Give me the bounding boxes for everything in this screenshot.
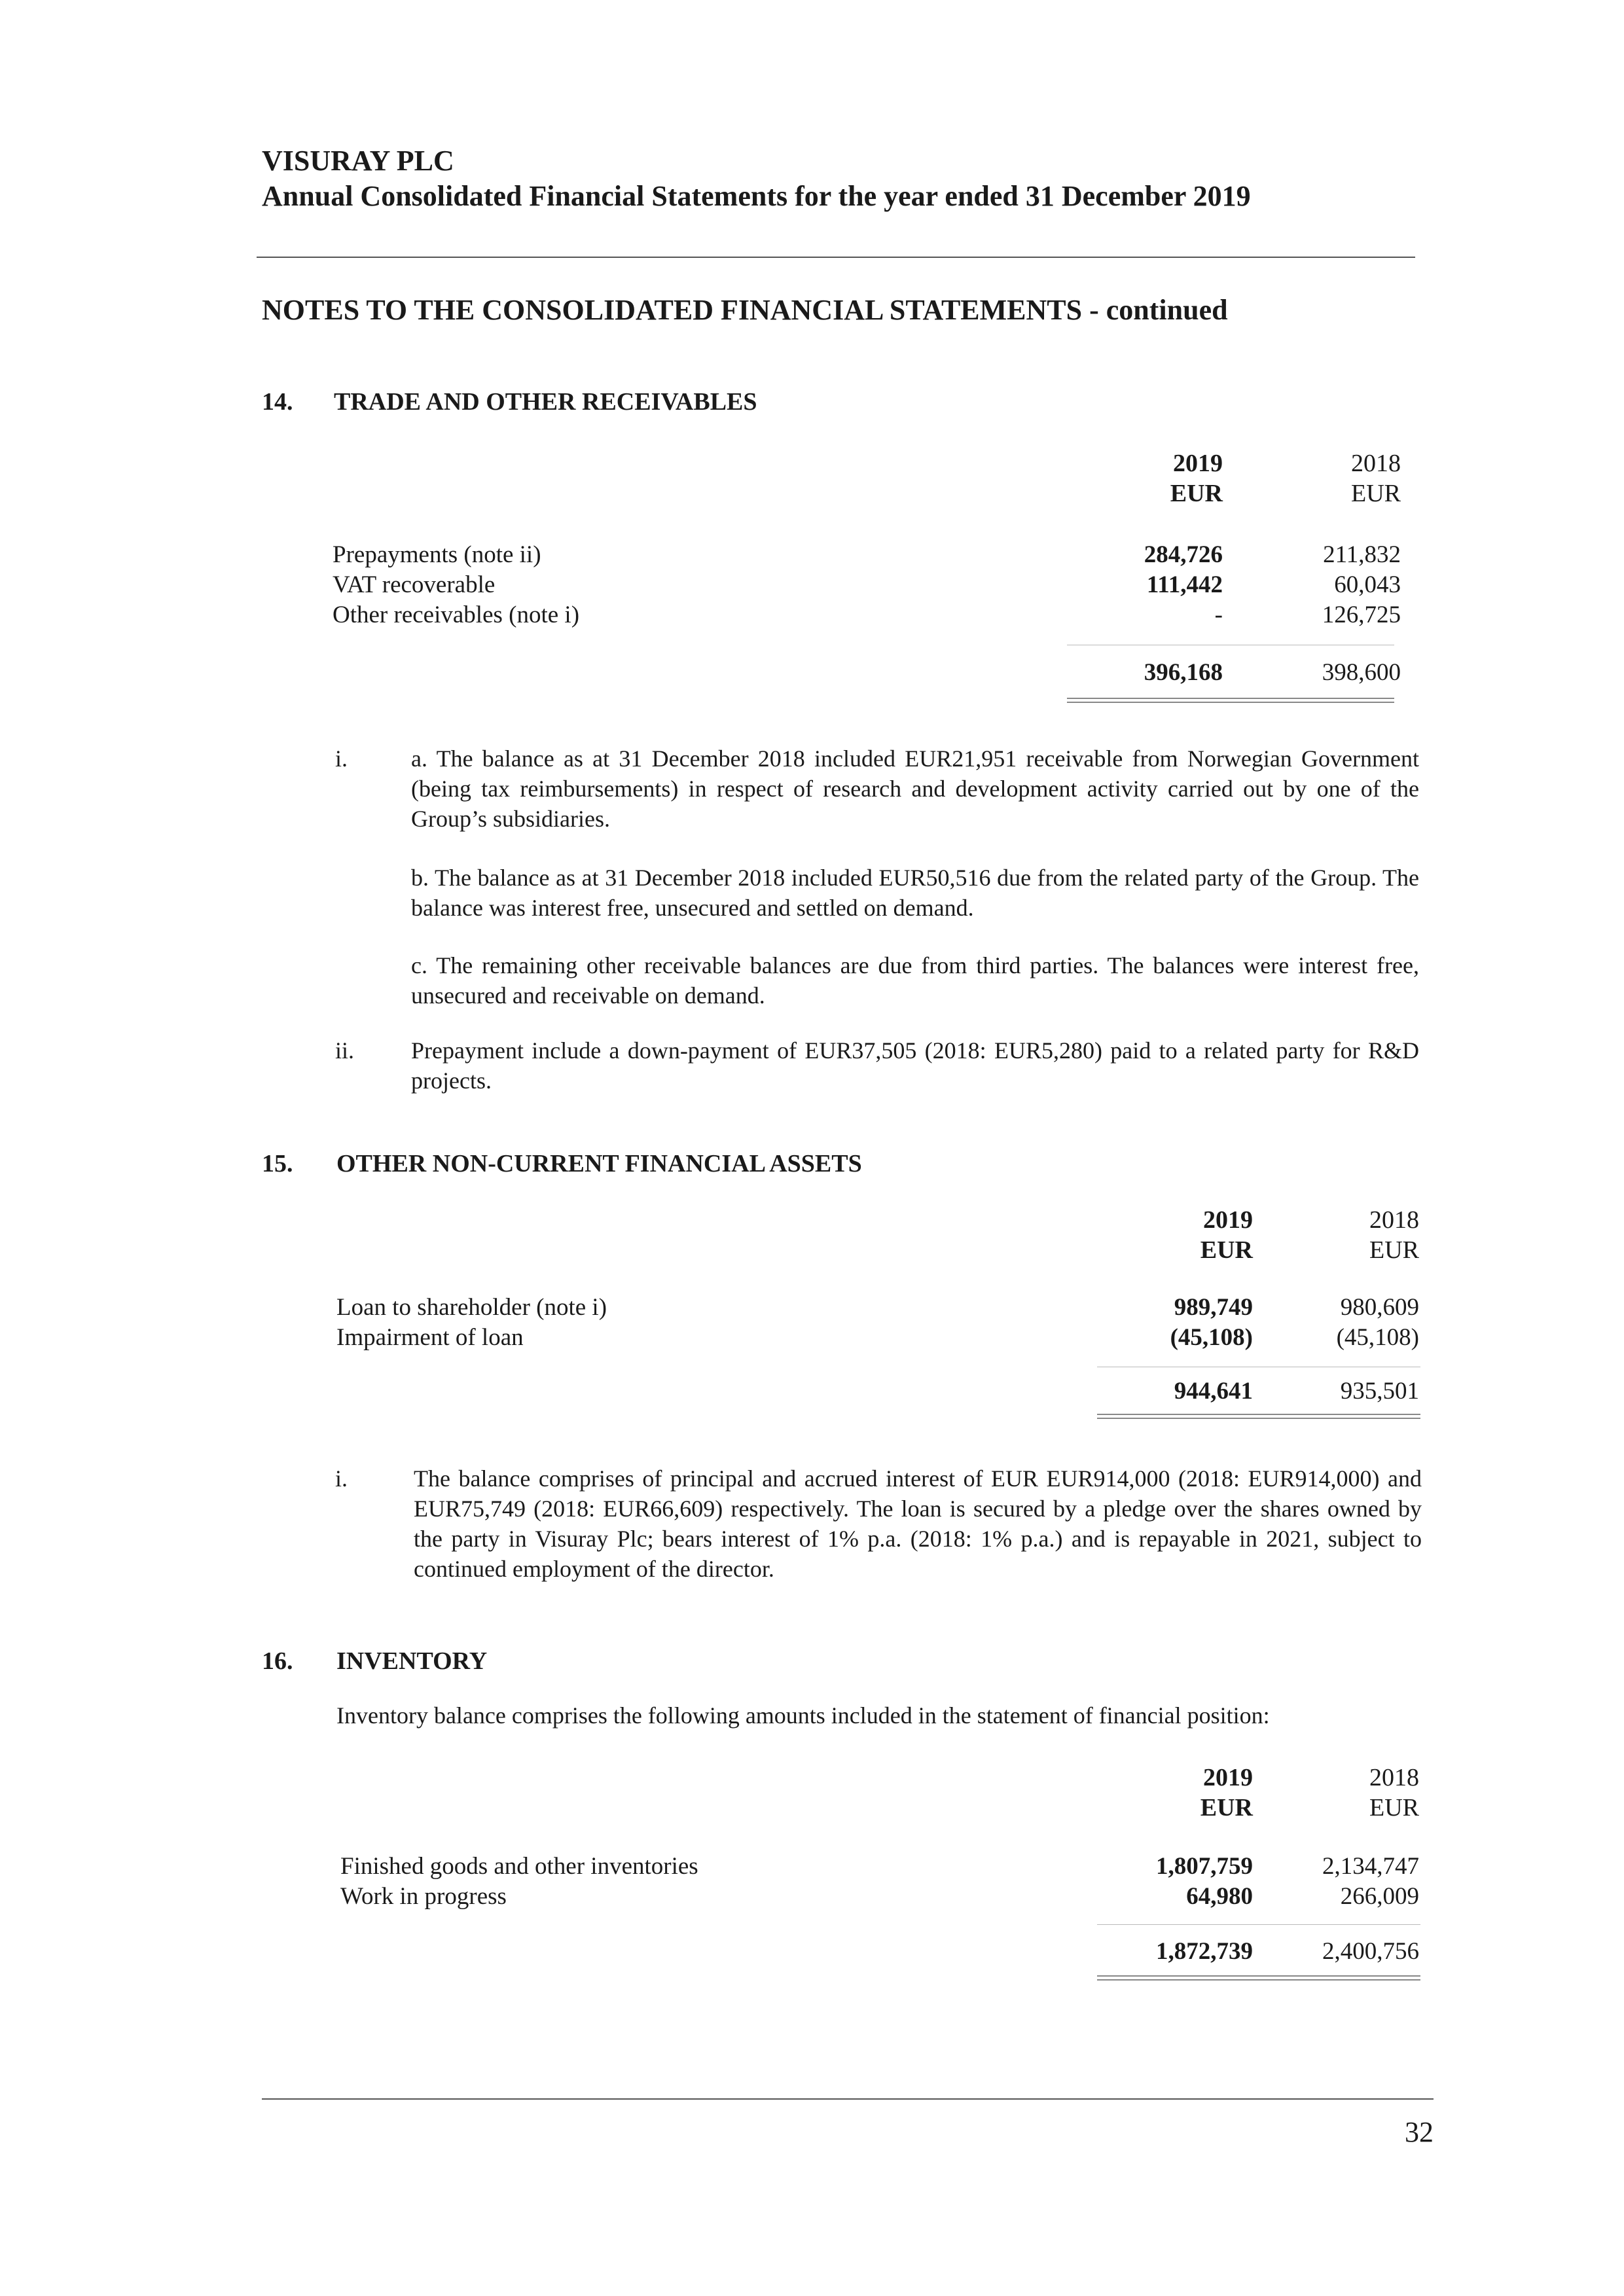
s14-note-i-c: c. The remaining other receivable balances are due from third parties. The balances were interest free, unsecured and receivable on demand. [411,952,1419,1009]
section-14-title: TRADE AND OTHER RECEIVABLES [334,388,757,416]
s14-row-value-2018: 60,043 [1334,571,1401,598]
s16-row-value-2018: 2,134,747 [1322,1853,1419,1880]
footer-divider [262,2098,1434,2100]
s16-intro: Inventory balance comprises the following amounts included in the statement of financial position: [336,1702,1270,1729]
s16-row-value-2019: 1,807,759 [1156,1853,1253,1880]
s15-row-value-2019: (45,108) [1170,1324,1253,1351]
s15-col-2018-year: 2018 [1369,1206,1419,1234]
s16-row-value-2019: 64,980 [1186,1883,1253,1910]
s14-total-double-line [1067,698,1394,703]
s16-total-double-line [1097,1975,1420,1981]
page-number: 32 [1405,2116,1434,2148]
s14-note-ii-marker: ii. [335,1037,355,1064]
s14-note-i-b: b. The balance as at 31 December 2018 included EUR50,516 due from the related party of the Group. The balance was interest free, unsecured and settled on demand. [411,865,1419,921]
s15-row-value-2019: 989,749 [1174,1294,1253,1321]
s15-note-i: The balance comprises of principal and accrued interest of EUR EUR914,000 (2018: EUR914,000) and EUR75,749 (2018: EUR66,609) respectively. The loan is secured by a pledge over the shares owned by the party in Visuray Plc; bears interest of 1% p.a. (2018: 1% p.a.) and is repayable in 2021, subject to continued employment of the director. [414,1465,1422,1582]
s14-total-2018: 398,600 [1322,659,1401,686]
s16-total-2019: 1,872,739 [1156,1938,1253,1965]
s14-col-2019-year: 2019 [1173,450,1223,477]
s15-total-2018: 935,501 [1340,1378,1419,1405]
s16-subtotal-line [1097,1924,1420,1925]
s16-row-label: Finished goods and other inventories [340,1853,698,1880]
notes-title: NOTES TO THE CONSOLIDATED FINANCIAL STATEMENTS - continued [262,294,1228,326]
s16-col-2018-currency: EUR [1369,1794,1419,1821]
s15-col-2018-currency: EUR [1369,1236,1419,1264]
s14-total-2019: 396,168 [1144,659,1223,686]
s14-col-2018-year: 2018 [1351,450,1401,477]
s14-row-value-2019: 111,442 [1146,571,1223,598]
s16-row-label: Work in progress [340,1883,507,1910]
s14-note-i-marker: i. [335,745,348,772]
header-divider [257,257,1415,258]
s14-note-i-a: a. The balance as at 31 December 2018 included EUR21,951 receivable from Norwegian Government (being tax reimbursements) in respect of research and development activity carried out by one of the Group’s subsidiaries. [411,745,1419,832]
section-16-title: INVENTORY [336,1647,488,1675]
s14-row-label: Prepayments (note ii) [333,541,541,568]
s14-row-value-2018: 126,725 [1322,601,1401,628]
s15-note-i-marker: i. [335,1465,348,1492]
section-15-title: OTHER NON-CURRENT FINANCIAL ASSETS [336,1150,862,1177]
s15-row-label: Impairment of loan [336,1324,524,1351]
s15-col-2019-year: 2019 [1203,1206,1253,1234]
s15-row-value-2018: 980,609 [1340,1294,1419,1321]
s15-total-2019: 944,641 [1174,1378,1253,1405]
s14-row-value-2019: 284,726 [1144,541,1223,568]
s16-total-2018: 2,400,756 [1322,1938,1419,1965]
s14-row-value-2019: - [1214,601,1223,628]
section-15-number: 15. [262,1150,293,1177]
s16-col-2019-currency: EUR [1200,1794,1253,1821]
document-subtitle: Annual Consolidated Financial Statements for the year ended 31 December 2019 [262,180,1251,212]
s14-col-2019-currency: EUR [1170,480,1223,507]
s15-col-2019-currency: EUR [1200,1236,1253,1264]
s15-row-label: Loan to shareholder (note i) [336,1294,607,1321]
s16-col-2018-year: 2018 [1369,1764,1419,1791]
s16-col-2019-year: 2019 [1203,1764,1253,1791]
s14-row-value-2018: 211,832 [1323,541,1401,568]
section-14-number: 14. [262,388,293,416]
s15-total-double-line [1097,1414,1420,1419]
s16-row-value-2018: 266,009 [1340,1883,1419,1910]
s15-row-value-2018: (45,108) [1336,1324,1419,1351]
s14-col-2018-currency: EUR [1351,480,1401,507]
company-name: VISURAY PLC [262,145,454,177]
section-16-number: 16. [262,1647,293,1675]
s14-note-ii: Prepayment include a down-payment of EUR37,505 (2018: EUR5,280) paid to a related party for R&D projects. [411,1037,1419,1094]
s14-row-label: VAT recoverable [333,571,496,598]
s14-row-label: Other receivables (note i) [333,601,580,628]
